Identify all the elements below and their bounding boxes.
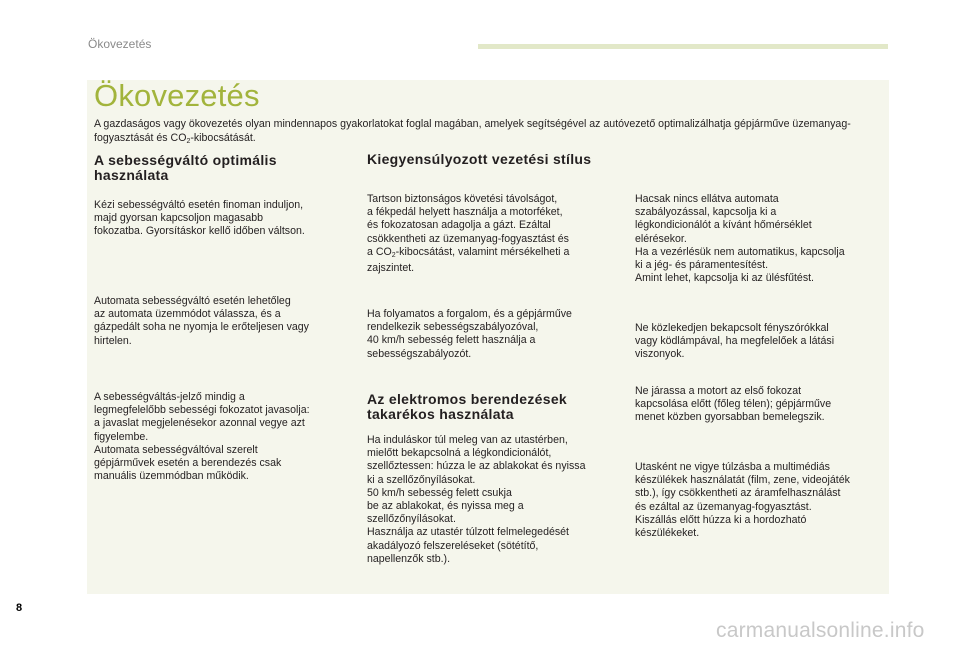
heading-electrical-equipment: Az elektromos berendezések takarékos használata [367, 391, 567, 422]
paragraph-cruise-control: Ha folyamatos a forgalom, és a gépjárműve rendelkezik sebességszabályozóval, 40 km/h sebesség felett használja a sebességszabályozót. [367, 308, 572, 360]
heading-balanced-driving: Kiegyensúlyozott vezetési stílus [367, 151, 592, 167]
section-header-label: Ökovezetés [88, 37, 152, 51]
intro-paragraph: A gazdaságos vagy ökovezetés olyan mindennapos gyakorlatokat foglal magában, amelyek segítségével az autóvezető optimalizálhatja gépjárműve üzemanyag-fogyasztását és $CO_2$-kibocsátását. [94, 118, 851, 145]
paragraph-safe-distance: Tartson biztonságos követési távolságot, a fékpedál helyett használja a motorféket, és fokozatosan adagolja a gázt. Ezáltal csökkentheti az üzemanyag-fogyasztást és a $CO_2$-kibocsátást, valamint mérsékelheti a zajszintet. [367, 193, 570, 275]
paragraph-automatic-gearbox: Automata sebességváltó esetén lehetőleg az automata üzemmódot válassza, és a gázpedált soha ne nyomja le erőteljesen vagy hirtelen. [94, 295, 309, 347]
section-header-rule [478, 44, 888, 49]
paragraph-ventilation: Ha induláskor túl meleg van az utastérben, mielőtt bekapcsolná a légkondicionálót, szellőztessen: húzza le az ablakokat és nyissa ki a szellőzőnyílásokat. 50 km/h sebesség felett csukja be az ablakokat, és nyissa meg a szellőzőnyílásokat. Használja az utastér túlzott felmelegedését akadályozó felszereléseket (sötétítő, napellenzők stb.). [367, 434, 586, 565]
paragraph-multimedia: Utasként ne vigye túlzásba a multimédiás készülékek használatát (film, zene, videojáték stb.), így csökkentheti az áramfelhasználást és ezáltal az üzemanyag-fogyasztást. Kiszállás előtt húzza ki a hordozható készülékeket. [635, 461, 850, 540]
heading-gearbox: A sebességváltó optimális használata [94, 152, 277, 183]
paragraph-gear-indicator: A sebességváltás-jelző mindig a legmegfelelőbb sebességi fokozatot javasolja: a javaslat megjelenésekor azonnal vegye azt figyelembe. Automata sebességváltóval szerelt gépjárművek esetén a berendezés csak manuális üzemmódban működik. [94, 391, 310, 483]
paragraph-air-conditioning: Hacsak nincs ellátva automata szabályozással, kapcsolja ki a légkondicionálót a kívánt hőmérséklet elérésekor. Ha a vezérlésük nem automatikus, kapcsolja ki a jég- és páramentesítést. Amint lehet, kapcsolja ki az ülésfűtést. [635, 193, 845, 285]
page-title: Ökovezetés [94, 78, 260, 113]
page-number: 8 [16, 602, 23, 614]
paragraph-engine-warmup: Ne járassa a motort az első fokozat kapcsolása előtt (főleg télen); gépjárműve menet közben gyorsabban bemelegszik. [635, 385, 832, 424]
paragraph-headlamps: Ne közlekedjen bekapcsolt fényszórókkal vagy ködlámpával, ha megfelelőek a látási viszonyok. [635, 322, 835, 361]
watermark: carmanualsonline.info [716, 619, 925, 642]
paragraph-manual-gearbox: Kézi sebességváltó esetén finoman induljon, majd gyorsan kapcsoljon magasabb fokozatba. Gyorsításkor kellő időben váltson. [94, 199, 305, 238]
